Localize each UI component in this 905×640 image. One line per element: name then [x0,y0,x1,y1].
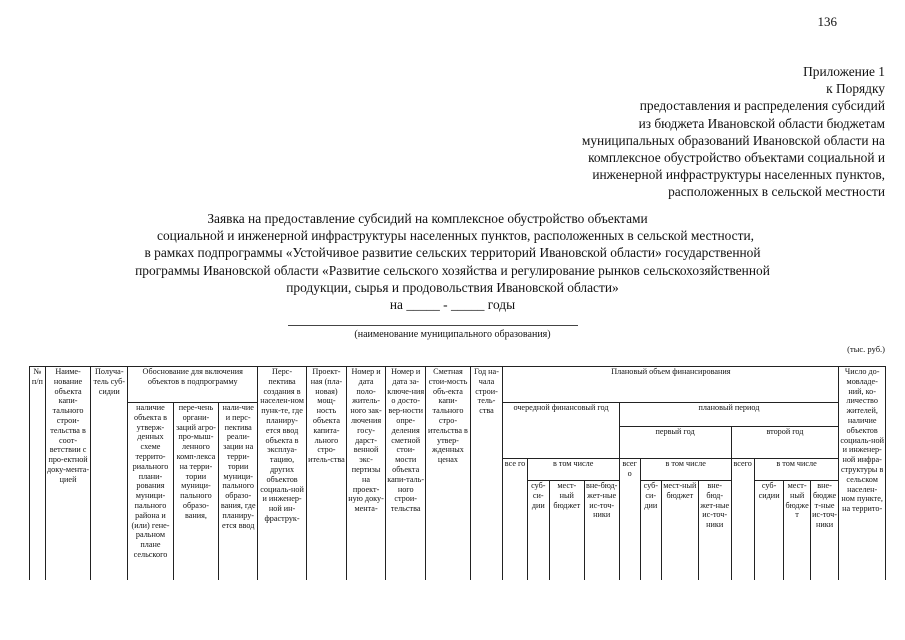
header-total-c: всего [731,459,754,580]
header-just-scheme: наличие объекта в утверж-денных схеме террито-риального плани-рования муници-пального района и (или) гене-ральном плане сельского [128,403,173,580]
title-line: в рамках подпрограммы «Устойчивое развитие сельских территорий Ивановской области» государственной [144,245,761,261]
header-local-c: мест-ный бюджет [784,481,810,580]
header-subsidy-a: суб-си-дии [527,481,549,580]
header-extra-b: вне-бюд-жет-ные ис-точ-ники [698,481,731,580]
header-including-b: в том числе [640,459,731,481]
appendix-line: предоставления и распределения субсидий [639,98,885,114]
appendix-line: расположенных в сельской местности [668,184,885,200]
header-first-year: первый год [619,427,731,459]
header-perspective: Перс-пектива создания в населен-ном пунк-те, где планиру-ется ввод объекта в эксплуа-тацию, других объектов социаль-ной и инженер-ной ин-фраструк- [258,367,307,580]
title-line: социальной и инженерной инфраструктуры населенных пунктов, расположенных в сельской местности, [157,228,754,244]
title-line: Заявка на предоставление субсидий на комплексное обустройство объектами [207,211,648,226]
header-justification: Обоснование для включения объектов в подпрограмму [128,367,258,403]
header-num: № п/п [30,367,46,580]
header-expertise: Номер и дата поло-житель-ного зак-лючения госу-дарст-венной экс-пертизы на проект-ную доку-мента- [347,367,386,580]
appendix-line: муниципальных образований Ивановской области на [581,132,885,148]
municipality-caption: (наименование муниципального образования) [354,329,551,340]
title-line: программы Ивановской области «Развитие сельского хозяйства и регулирование рынков сельскохозяйственной [135,262,770,278]
header-including-c: в том числе [754,459,839,481]
header-start-year: Год на-чала строи-тель-ства [470,367,503,580]
header-capacity: Проект-ная (пла-новая) мощ-ность объекта капита-льного стро-итель-ства [306,367,346,580]
header-extra-c: вне-бюджет-ные ис-точ-ники [810,481,839,580]
header-estimate-check: Номер и дата за-ключе-ния о досто-вер-ности опре-деления сметной стои-мости объекта капи-таль-ного строи-тельства [386,367,426,580]
header-local-a: мест-ный бюджет [549,481,584,580]
title-line: на _____ - _____ годы [389,297,516,313]
page-number: 136 [817,14,837,29]
appendix-header [582,63,885,201]
application-table [29,366,886,580]
header-including-a: в том числе [527,459,619,481]
header-total-a: все го [503,459,527,580]
header-local-b: мест-ный бюджет [661,481,698,580]
header-extra-a: вне-бюд-жет-ные ис-точ-ники [584,481,619,580]
header-estimate-cost: Сметная стои-мость объ-екта капи-тального стро-ительства в утвер-жденных ценах [426,367,470,580]
appendix-line: из бюджета Ивановской области бюджетам [638,115,885,131]
header-just-prospect: нали-чие и перс-пектива реали-зации на терри-тории муници-пального образо-вания, где планиру-ется ввод [219,403,258,580]
header-second-year: второй год [731,427,839,459]
appendix-line: Приложение 1 [803,64,885,79]
municipality-name-line [288,325,578,326]
appendix-line: инженерной инфраструктуры населенных пунктов, [592,167,885,183]
appendix-line: комплексное обустройство объектами социальной и [588,150,885,166]
header-planning-period: плановый период [619,403,839,427]
header-planned-financing: Плановый объем финансирования [503,367,839,403]
title-line: продукции, сырья и продовольствия Ивановской области» [286,279,619,295]
header-total-b: всего [619,459,640,580]
header-just-orgs: пере-чень органи-заций агро-про-мыш-ленного комп-лекса на терри-тории муници-пального образо-вания, [173,403,218,580]
header-subsidy-c: суб-сидии [754,481,784,580]
header-residents: Число до-мовладе-ний, ко-личество жителей, наличие объектов социаль-ной и инженер-ной инфра-структуры в сельском населен-ном пункте, на террито- [839,367,886,580]
appendix-line: к Порядку [826,81,885,97]
unit-note: (тыс. руб.) [847,344,885,354]
header-recipient: Получа-тель суб-сидии [91,367,128,580]
header-next-fin-year: очередной финансовый год [503,403,619,459]
header-subsidy-b: суб-си-дии [640,481,661,580]
header-object-name: Наиме-нование объекта капи-тального строи-тельства в соот-ветствии с про-ектной доку-мента-цией [45,367,90,580]
document-title [0,210,905,313]
